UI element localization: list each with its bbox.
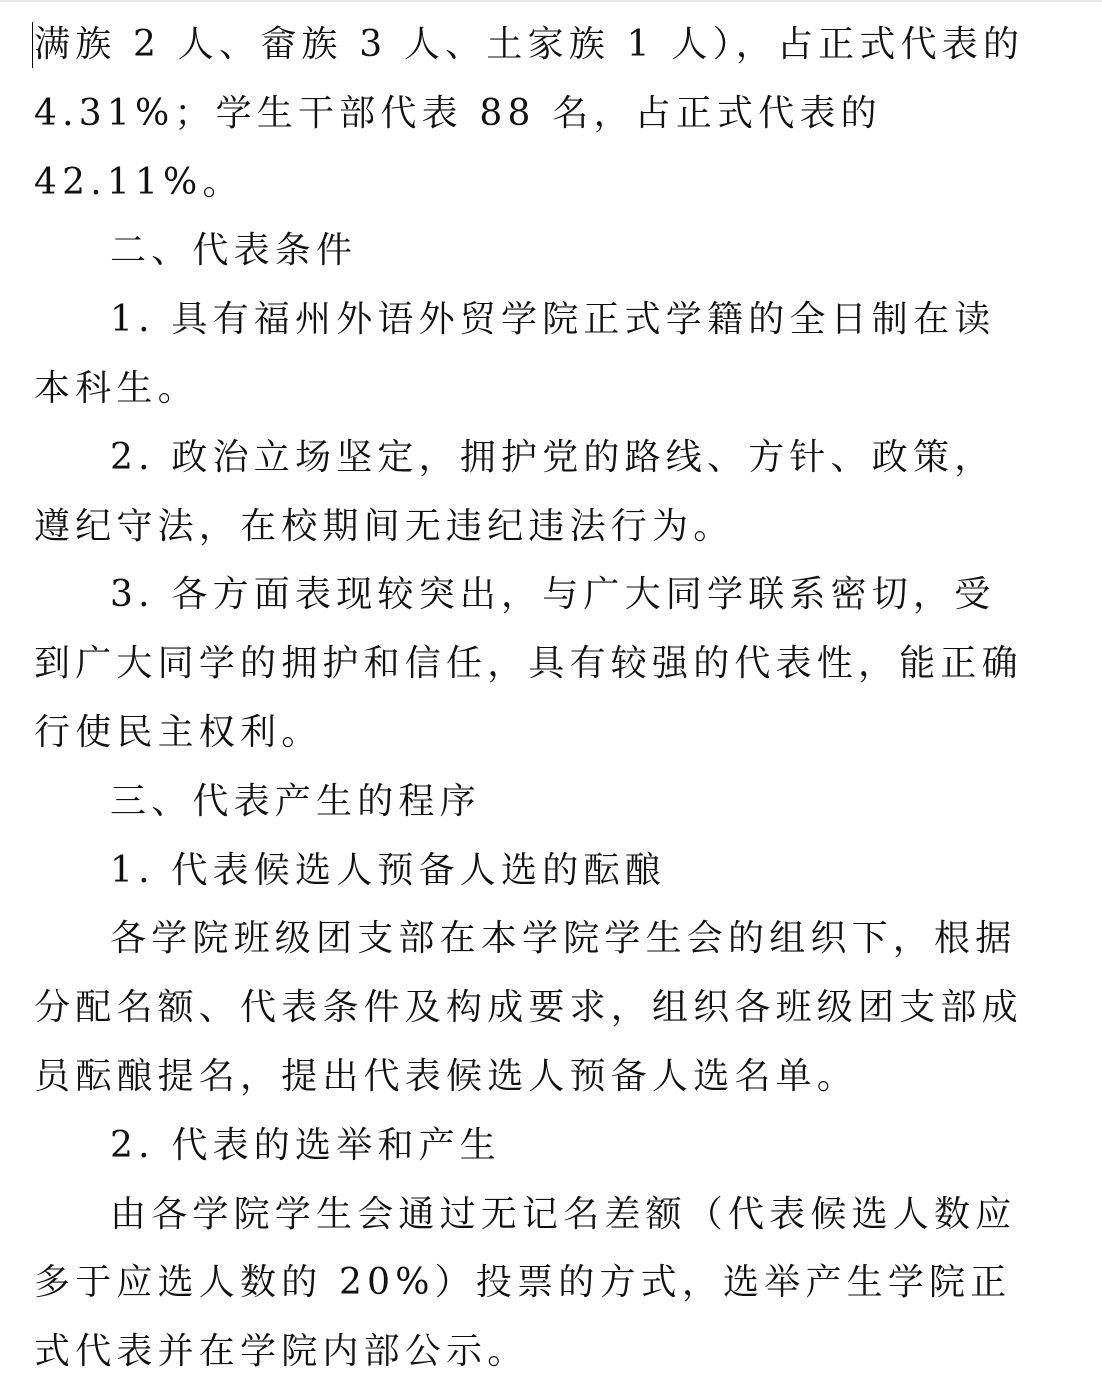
condition-item-2[interactable]: 2. 政治立场坚定，拥护党的路线、方针、政策，遵纪守法，在校期间无违纪违法行为。: [34, 436, 996, 547]
condition-item-3[interactable]: 3. 各方面表现较突出，与广大同学联系密切，受到广大同学的拥护和信任，具有较强的代表性，能正确行使民主权利。: [34, 574, 1023, 753]
procedure-paragraph-1[interactable]: 各学院班级团支部在本学院学生会的组织下，根据分配名额、代表条件及构成要求，组织各班级团支部成员酝酿提名，提出代表候选人预备人选名单。: [34, 918, 1023, 1097]
text-cursor: [32, 22, 33, 68]
paragraph-ethnic-stats[interactable]: 满族 2 人、畲族 3 人、土家族 1 人），占正式代表的 4.31%；学生干部代表 88 名，占正式代表的 42.11%。: [34, 24, 1041, 203]
condition-item-1[interactable]: 1. 具有福州外语外贸学院正式学籍的全日制在读本科生。: [34, 299, 996, 409]
procedure-subheading-2[interactable]: 2. 代表的选举和产生: [110, 1124, 501, 1166]
page-top-divider: [0, 0, 1102, 2]
heading-representative-conditions[interactable]: 二、代表条件: [110, 230, 358, 272]
document-body[interactable]: [34, 11, 1041, 1387]
procedure-paragraph-2[interactable]: 由各学院学生会通过无记名差额（代表候选人数应多于应选人数的 20%）投票的方式，选举产生学院正式代表并在学院内部公示。: [34, 1193, 1017, 1373]
procedure-subheading-1[interactable]: 1. 代表候选人预备人选的酝酿: [110, 849, 666, 891]
heading-election-procedure[interactable]: 三、代表产生的程序: [110, 780, 481, 822]
